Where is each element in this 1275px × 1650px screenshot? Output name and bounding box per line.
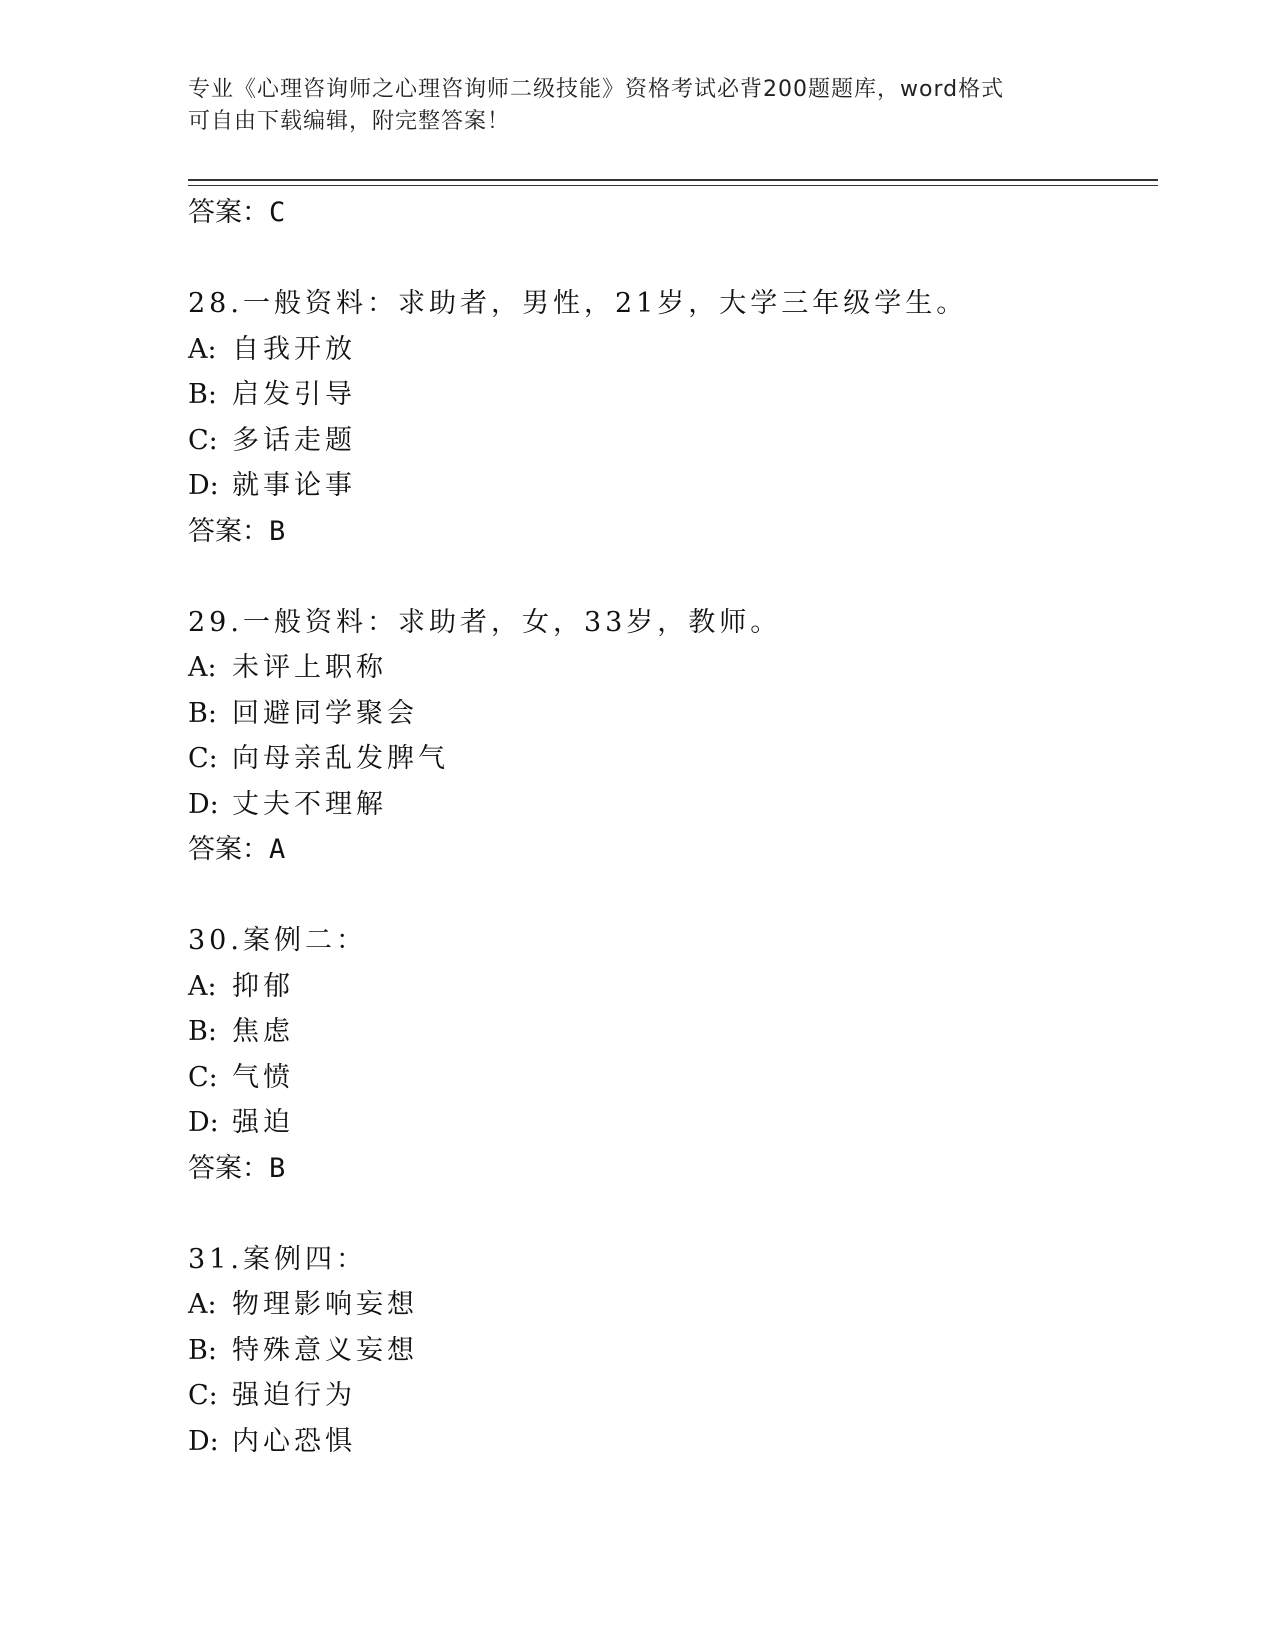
option-letter: A: — [188, 333, 217, 365]
answer-line — [188, 827, 1148, 872]
option-text: 强迫行为 — [232, 1380, 356, 1411]
option-text: 多话走题 — [232, 424, 356, 456]
answer-line — [188, 509, 1148, 554]
header-line-1: 专业《心理咨询师之心理咨询师二级技能》资格考试必背200题题库，word格式 — [188, 77, 1005, 102]
answer-line — [188, 1146, 1148, 1191]
question-list — [188, 190, 1148, 1464]
option-letter: D: — [188, 788, 219, 820]
question-stem: 28.一般资料：求助者，男性，21岁，大学三年级学生。 — [188, 288, 968, 319]
document-header — [188, 74, 1088, 138]
option-text: 特殊意义妄想 — [232, 1334, 418, 1366]
option-text: 丈夫不理解 — [232, 788, 387, 820]
answer-label: 答案： — [188, 515, 269, 547]
option-letter: C: — [188, 1380, 218, 1411]
option-letter: C: — [188, 1061, 218, 1093]
option-b — [188, 1009, 1148, 1055]
answer-label: 答案： — [188, 197, 269, 228]
option-text: 未评上职称 — [232, 652, 387, 683]
answer-line — [188, 190, 1148, 235]
option-text: 就事论事 — [232, 470, 356, 501]
answer-label: 答案： — [188, 1152, 269, 1184]
option-letter: A: — [188, 970, 217, 1002]
spacer — [188, 235, 1148, 281]
option-text: 抑郁 — [232, 970, 294, 1002]
option-a — [188, 645, 1148, 691]
option-text: 物理影响妄想 — [232, 1289, 418, 1320]
answer-value: C — [269, 197, 286, 228]
option-text: 气愤 — [232, 1061, 294, 1093]
option-letter: B: — [188, 697, 217, 729]
option-b — [188, 372, 1148, 418]
spacer — [188, 1191, 1148, 1237]
option-b — [188, 1328, 1148, 1374]
option-b — [188, 691, 1148, 737]
option-letter: B: — [188, 1016, 217, 1047]
option-c — [188, 736, 1148, 782]
question-block — [188, 918, 1148, 1191]
spacer — [188, 872, 1148, 918]
option-letter: A: — [188, 1289, 217, 1320]
question-stem: 31.案例四： — [188, 1243, 367, 1275]
answer-label: 答案： — [188, 834, 269, 865]
option-letter: D: — [188, 470, 219, 501]
question-block — [188, 281, 1148, 554]
option-letter: B: — [188, 379, 217, 410]
option-text: 启发引导 — [232, 379, 356, 410]
question-block — [188, 1237, 1148, 1465]
answer-value: B — [269, 1152, 286, 1184]
option-c — [188, 1373, 1148, 1419]
header-divider-thick — [188, 179, 1158, 181]
option-text: 回避同学聚会 — [232, 697, 418, 729]
question-stem: 29.一般资料：求助者，女，33岁，教师。 — [188, 606, 782, 638]
spacer — [188, 554, 1148, 600]
option-letter: D: — [188, 1425, 219, 1457]
option-text: 内心恐惧 — [232, 1425, 356, 1457]
option-c — [188, 1055, 1148, 1101]
option-text: 强迫 — [232, 1107, 294, 1138]
option-d — [188, 1419, 1148, 1465]
header-line-2: 可自由下载编辑，附完整答案！ — [188, 109, 511, 134]
option-letter: C: — [188, 743, 218, 774]
option-a — [188, 964, 1148, 1010]
question-stem: 30.案例二： — [188, 925, 367, 956]
option-letter: A: — [188, 652, 217, 683]
option-letter: D: — [188, 1107, 219, 1138]
question-block — [188, 600, 1148, 873]
option-d — [188, 463, 1148, 509]
option-text: 自我开放 — [232, 333, 356, 365]
option-d — [188, 782, 1148, 828]
option-a — [188, 1282, 1148, 1328]
option-letter: C: — [188, 424, 218, 456]
option-c — [188, 418, 1148, 464]
option-d — [188, 1100, 1148, 1146]
header-divider-thin — [188, 185, 1158, 186]
answer-value: B — [269, 515, 286, 547]
option-text: 焦虑 — [232, 1016, 294, 1047]
option-letter: B: — [188, 1334, 217, 1366]
answer-value: A — [269, 834, 286, 865]
option-text: 向母亲乱发脾气 — [232, 743, 449, 774]
option-a — [188, 327, 1148, 373]
